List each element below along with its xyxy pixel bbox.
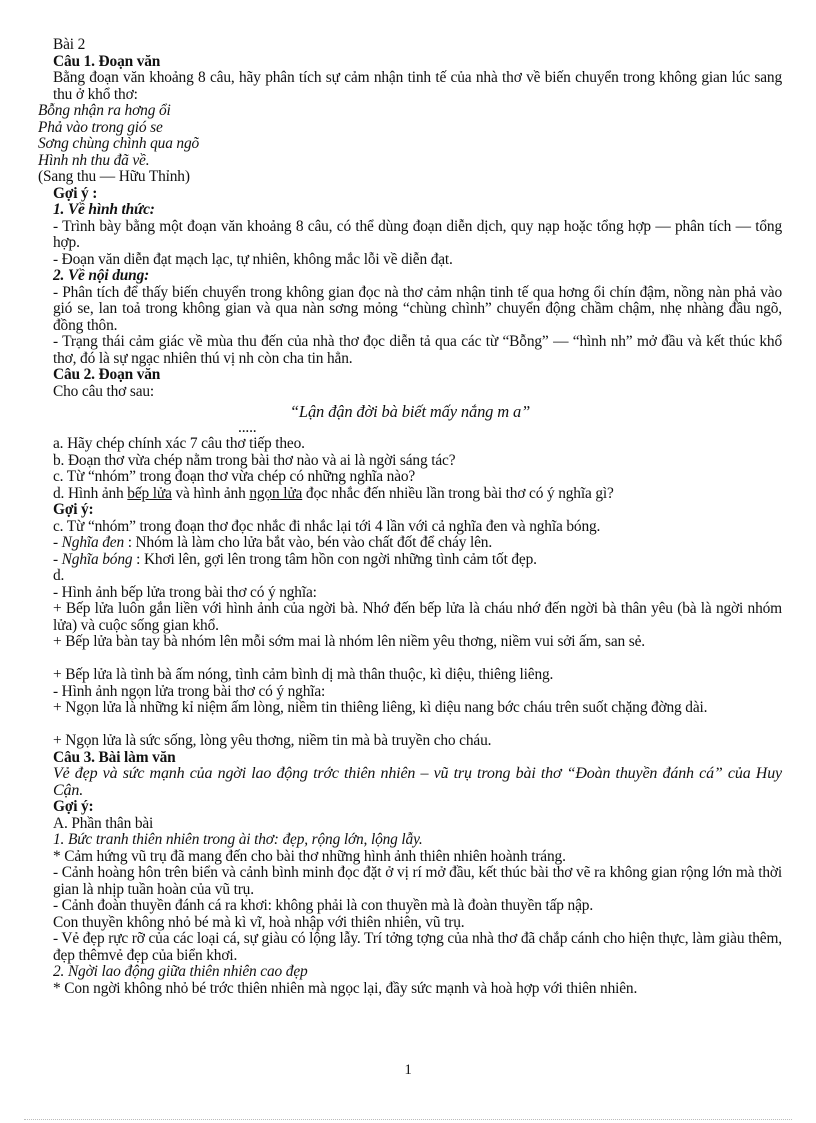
paragraph: * Con ngời không nhỏ bé trớc thiên nhiên mà ngọc lại, đầy sức mạnh và hoà hợp với thiên nhiên.: [53, 979, 638, 997]
subheading: 2. Về nội dung:: [53, 267, 150, 284]
page-bottom-divider: [24, 1119, 792, 1120]
quoted-verse: “Lận đận đời bà biết mấy nắng m a”: [289, 402, 531, 421]
heading-cau-3: Câu 3. Bài làm văn: [53, 748, 176, 766]
poem-line: Phả vào trong gió se: [38, 118, 163, 136]
question-b: b. Đoạn thơ vừa chép nằm trong bài thơ nào và ai là ngời sáng tác?: [53, 451, 456, 469]
paragraph: + Bếp lửa bàn tay bà nhóm lên mỗi sớm mai là nhóm lên niềm yêu thơng, niềm vui sởi ấm, san sẻ.: [53, 633, 645, 650]
paragraph: - Hình ảnh bếp lửa trong bài thơ có ý nghĩa:: [53, 583, 317, 601]
subheading: 2. Ngời lao động giữa thiên nhiên cao đẹp: [53, 963, 308, 980]
page-number: 1: [404, 1062, 412, 1078]
page-content: [38, 37, 782, 1014]
section-a: A. Phần thân bài: [53, 814, 154, 832]
hint-heading: Gợi ý :: [53, 184, 98, 202]
paragraph: - Trình bày bằng một đoạn văn khoảng 8 câu, có thể dùng đoạn diễn dịch, quy nạp hoặc tổng hợp — phân tích — tổng hợp.: [53, 217, 782, 251]
ellipsis: .....: [238, 419, 257, 436]
paragraph: c. Từ “nhóm” trong đoạn thơ đọc nhắc đi nhắc lại tới 4 lần với cả nghĩa đen và nghĩa bóng.: [53, 517, 601, 535]
question-c: c. Từ “nhóm” trong đoạn thơ vừa chép có những nghĩa nào?: [53, 468, 416, 485]
text-segment: và hình ảnh: [171, 484, 250, 502]
underlined-term: ngọn lửa: [249, 484, 303, 502]
paragraph: - Trạng thái cảm giác về mùa thu đến của nhà thơ đọc diễn tả qua các từ “Bỗng” — “hình nh” mở đầu và kết thúc khổ thơ, đó là sự ngạc nhiên thú vị nh còn cha tin hẳn.: [53, 333, 782, 367]
paragraph: - Phân tích để thấy biến chuyển trong không gian đọc nà thơ cảm nhận tinh tế qua hơng ổi chín đậm, nồng nàn phả vào gió se, lan toả trong không gian và qua nàn sơng mỏng “chùng chình” chuyển động chầm chậm, nhẹ nhàng đầu ngõ, đồng thôn.: [53, 283, 782, 334]
paragraph: [38, 552, 782, 569]
paragraph: Cho câu thơ sau:: [53, 382, 155, 400]
poem-line: Hình nh thu đã về.: [38, 151, 150, 169]
italic-term: - Nghĩa bóng: [53, 550, 133, 568]
paragraph: + Ngọn lửa là những kỉ niệm ấm lòng, niềm tin thiêng liêng, kì diệu nang bớc cháu trên suốt chặng đờng dài.: [53, 699, 708, 716]
paragraph: Bằng đoạn văn khoảng 8 câu, hãy phân tích sự cảm nhận tinh tế của nhà thơ về biến chuyển trong không gian lúc sang thu ở khổ thơ:: [53, 69, 782, 103]
question-a: a. Hãy chép chính xác 7 câu thơ tiếp theo.: [53, 435, 305, 452]
paragraph: + Bếp lửa là tình bà ấm nóng, tình cảm bình dị mà thân thuộc, kì diệu, thiêng liêng.: [53, 666, 554, 683]
underlined-term: bếp lửa: [127, 484, 172, 502]
text-segment: : Nhóm là làm cho lửa bắt vào, bén vào chất đốt để cháy lên.: [124, 534, 493, 551]
paragraph: - Cảnh hoàng hôn trên biển và cảnh bình minh đọc đặt ở vị rí mở đầu, kết thúc bài thơ vẽ ra không gian rộng lớn mà thời gian là nhịp tuần hoàn của vũ trụ.: [53, 864, 782, 898]
paragraph: [38, 535, 782, 552]
poem-line: Bỗng nhận ra hơng ổi: [38, 102, 171, 119]
text-segment: : Khơi lên, gợi lên trong tâm hồn con ngời những tình cảm tốt đẹp.: [132, 550, 537, 568]
heading-cau-2: Câu 2. Đoạn văn: [53, 366, 161, 383]
paragraph: - Hình ảnh ngọn lửa trong bài thơ có ý nghĩa:: [53, 682, 326, 700]
essay-prompt: Vẻ đẹp và sức mạnh của ngời lao động trớc thiên nhiên – vũ trụ trong bài thơ “Đoàn thuyền đánh cá” của Huy Cận.: [53, 765, 782, 799]
paragraph: - Cảnh đoàn thuyền đánh cá ra khơi: không phải là con thuyền mà là đoàn thuyền tấp nập.: [53, 897, 594, 914]
paragraph: + Bếp lửa luôn gắn liền với hình ảnh của ngời bà. Nhớ đến bếp lửa là cháu nhớ đến ngời bà thân yêu (bà là ngời nhóm lửa) và cuộc sống gian khổ.: [53, 600, 782, 634]
heading-cau-1: Câu 1. Đoạn văn: [53, 52, 161, 70]
text-segment: d. Hình ảnh: [53, 484, 128, 502]
lesson-title: Bài 2: [53, 36, 86, 53]
hint-heading: Gợi ý:: [53, 501, 94, 518]
subheading: 1. Về hình thức:: [53, 201, 155, 218]
paragraph: * Cảm hứng vũ trụ đã mang đến cho bài thơ những hình ảnh thiên nhiên hoành tráng.: [53, 847, 566, 865]
question-d: [38, 486, 782, 503]
paragraph: Con thuyền không nhỏ bé mà kì vĩ, hoà nhập với thiên nhiên, vũ trụ.: [53, 913, 465, 931]
poem-line: Sơng chùng chình qua ngõ: [38, 135, 200, 152]
paragraph: - Đoạn văn diễn đạt mạch lạc, tự nhiên, không mắc lỗi về diễn đạt.: [53, 250, 453, 268]
italic-term: - Nghĩa đen: [53, 534, 125, 551]
paragraph: - Vẻ đẹp rực rỡ của các loại cá, sự giàu có lộng lẫy. Trí tởng tợng của nhà thơ đã chắp cánh cho hiện thực, làm giàu thêm, đẹp thêmvẻ đẹp của biển khơi.: [53, 930, 782, 964]
paragraph: + Ngọn lửa là sức sống, lòng yêu thơng, niềm tin mà bà truyền cho cháu.: [53, 732, 492, 749]
subheading: 1. Bức tranh thiên nhiên trong ài thơ: đẹp, rộng lớn, lộng lẫy.: [53, 831, 423, 848]
text-segment: đọc nhắc đến nhiều lần trong bài thơ có ý nghĩa gì?: [302, 484, 614, 502]
paragraph: d.: [53, 567, 65, 584]
poem-source: (Sang thu — Hữu Thỉnh): [38, 168, 190, 185]
hint-heading: Gợi ý:: [53, 798, 94, 815]
